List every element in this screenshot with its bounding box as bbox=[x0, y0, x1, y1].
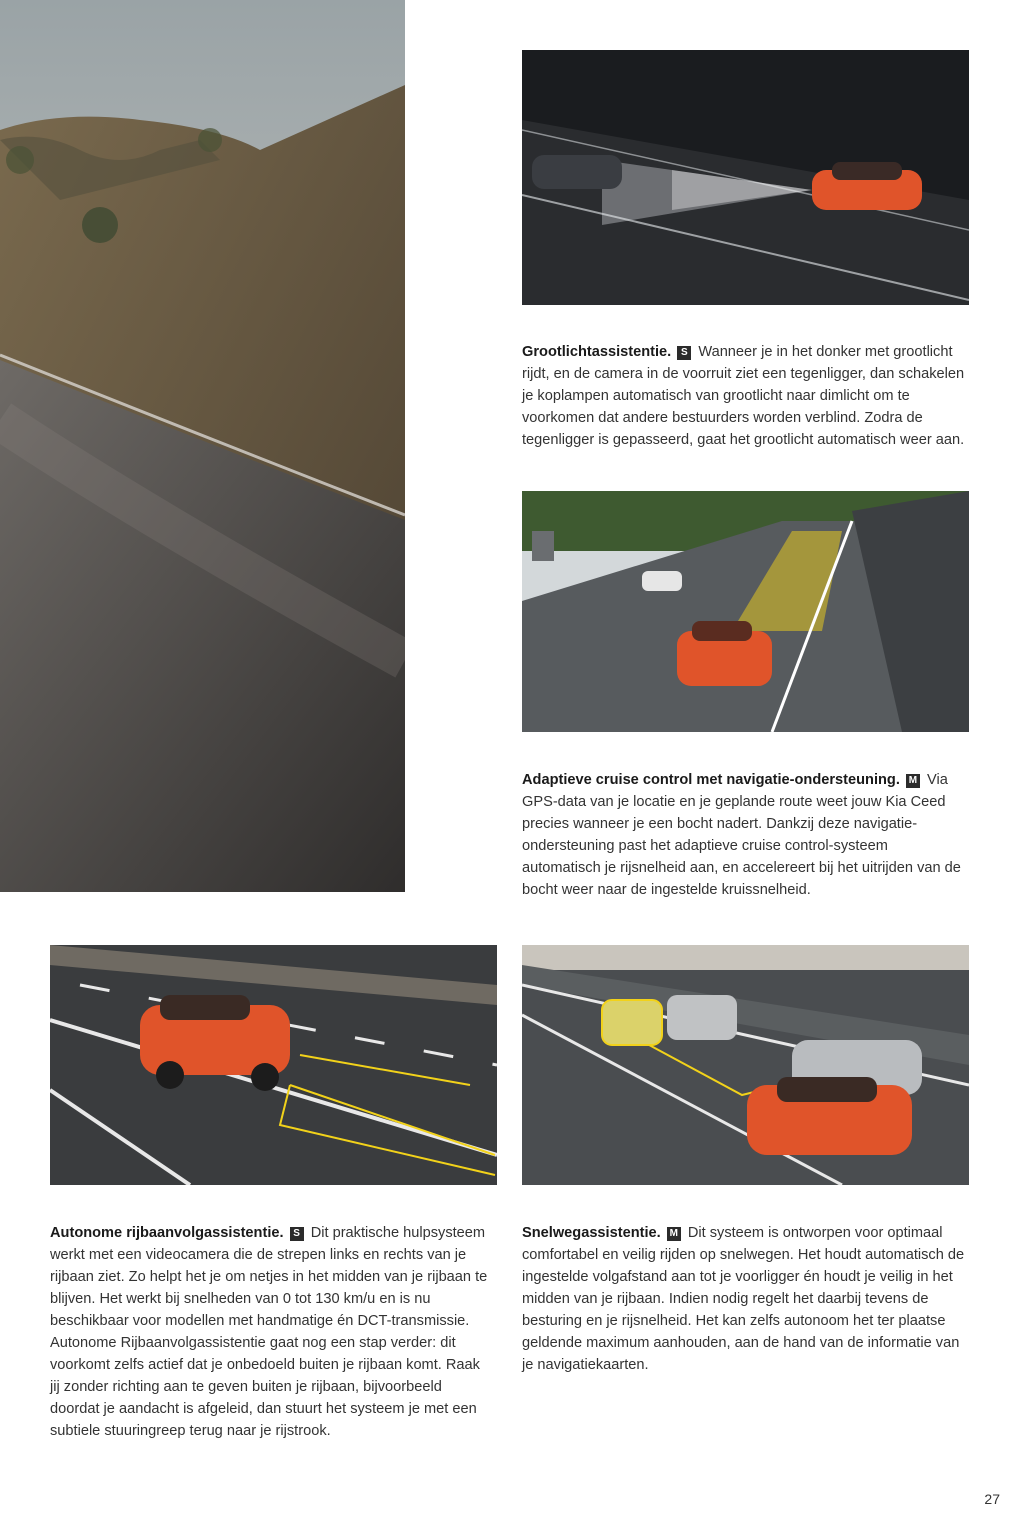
highway-assist-title: Snelwegassistentie. bbox=[522, 1225, 661, 1241]
standard-badge: S bbox=[677, 346, 691, 360]
highway-assist-body: Dit systeem is ontworpen voor optimaal comfortabel en veilig rijden op snelwegen. Het houdt automatisch de ingestelde volgafstand aan tot je voorligger én houdt je veilig in het midden van je rijbaan. Indien nodig regelt het daarbij tevens de besturing en je rijsnelheid. Het kan zelfs autonoom het ter plaatse geldende maximum aanhouden, aan de hand van de informatie van je navigatiekaarten. bbox=[522, 1225, 965, 1373]
hero-road-photo bbox=[0, 0, 405, 892]
high-beam-photo bbox=[522, 50, 969, 305]
lane-following-title: Autonome rijbaanvolgassistentie. bbox=[50, 1225, 284, 1241]
standard-badge: M bbox=[667, 1227, 681, 1241]
high-beam-body: Wanneer je in het donker met grootlicht rijdt, en de camera in de voorruit ziet een tegenligger, dan schakelen je koplampen automatisch van grootlicht naar dimlicht om te voorkomen dat andere bestuurders worden verblind. Zodra de tegenligger is gepasseerd, gaat het grootlicht automatisch weer aan. bbox=[522, 344, 965, 448]
highway-assist-photo bbox=[522, 945, 969, 1185]
page-number: 27 bbox=[984, 1491, 1000, 1507]
standard-badge: M bbox=[906, 774, 920, 788]
lane-following-photo bbox=[50, 945, 497, 1185]
standard-badge: S bbox=[290, 1227, 304, 1241]
cruise-control-title: Adaptieve cruise control met navigatie-ondersteuning. bbox=[522, 772, 900, 788]
lane-following-body: Dit praktische hulpsysteem werkt met een videocamera die de strepen links en rechts van je rijbaan ziet. Zo helpt het je om netjes in het midden van je rijbaan te blijven. Het werkt bij snelheden van 0 tot 130 km/u en is nu beschikbaar voor modellen met handmatige én DCT-transmissie. Autonome Rijbaanvolgassistentie gaat nog een stap verder: dit voorkomt zelfs actief dat je onbedoeld buiten je rijbaan komt. Raak jij zonder richting aan te geven buiten je rijbaan, bijvoorbeeld doordat je aandacht is afgeleid, dan stuurt het systeem je met een subtiele stuuringreep terug naar je rijstrook. bbox=[50, 1225, 488, 1439]
cruise-control-body: Via GPS-data van je locatie en je geplande route weet jouw Kia Ceed precies wanneer je een bocht nadert. Dankzij deze navigatie-ondersteuning past het adaptieve cruise control-systeem automatisch je rijsnelheid aan, en accelereert bij het uitrijden van de bocht weer naar de ingestelde kruissnelheid. bbox=[522, 772, 961, 898]
cruise-control-description bbox=[522, 769, 962, 901]
lane-following-description bbox=[50, 1222, 490, 1442]
high-beam-title: Grootlichtassistentie. bbox=[522, 344, 672, 360]
highway-assist-description bbox=[522, 1222, 967, 1376]
cruise-control-photo bbox=[522, 491, 969, 732]
high-beam-description bbox=[522, 341, 972, 451]
